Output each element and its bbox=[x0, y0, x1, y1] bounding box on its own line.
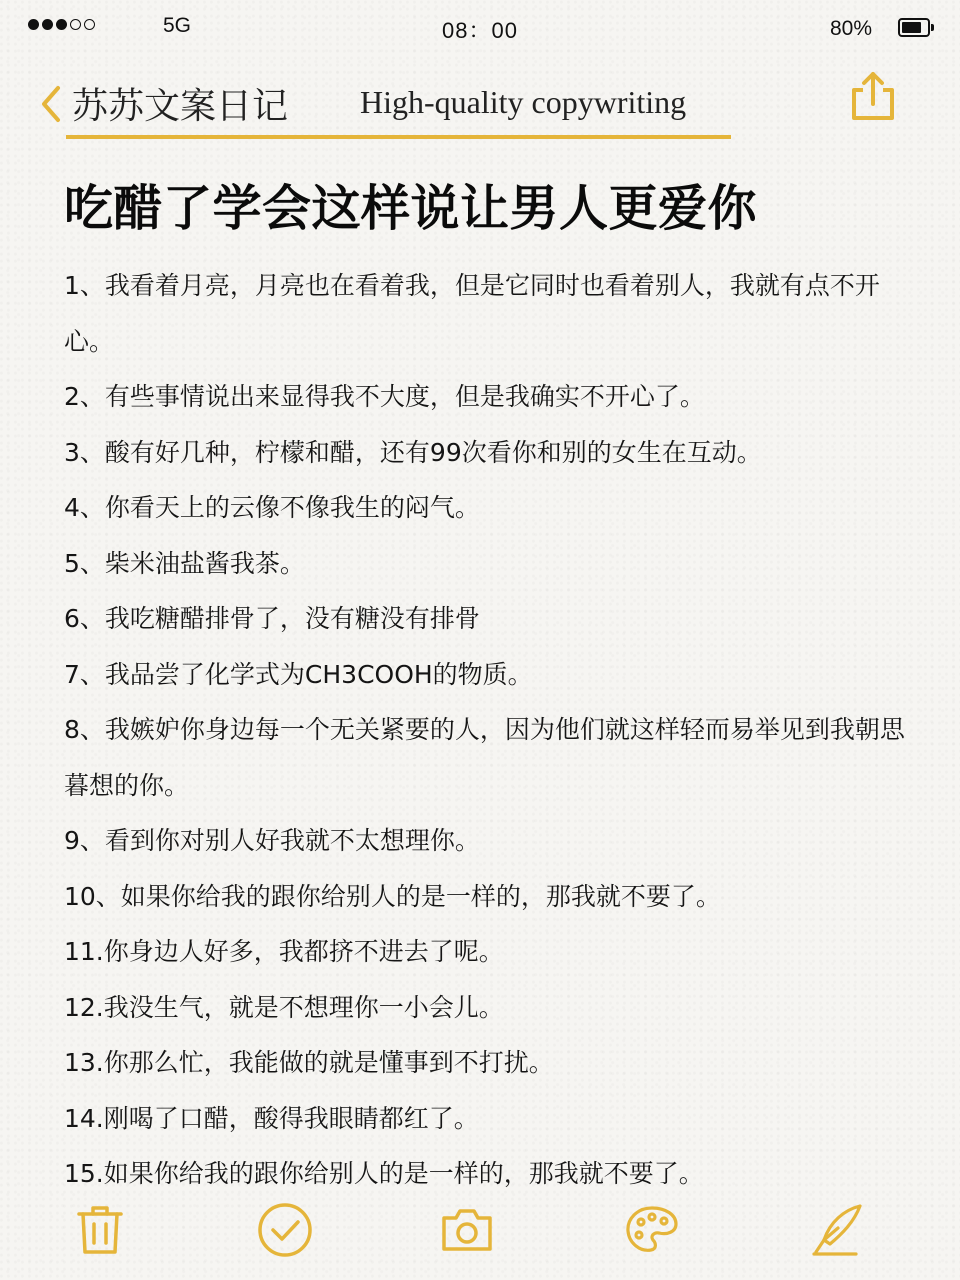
nav-bar bbox=[0, 70, 960, 140]
network-type: 5G bbox=[163, 14, 192, 37]
list-item: 9、看到你对别人好我就不太想理你。 bbox=[64, 826, 480, 855]
list-item: 13.你那么忙，我能做的就是懂事到不打扰。 bbox=[64, 1048, 554, 1077]
nav-title: 苏苏文案日记 bbox=[72, 86, 289, 127]
chevron-left-icon[interactable] bbox=[36, 82, 66, 126]
list-item: 10、如果你给我的跟你给别人的是一样的，那我就不要了。 bbox=[64, 881, 721, 911]
list-item: 12.我没生气，就是不想理你一小会儿。 bbox=[64, 992, 504, 1022]
bottom-toolbar bbox=[0, 1195, 960, 1265]
list-item: 15.如果你给我的跟你给别人的是一样的，那我就不要了。 bbox=[64, 1159, 704, 1188]
list-item: 4、你看天上的云像不像我生的闷气。 bbox=[64, 493, 480, 522]
status-bar bbox=[0, 0, 960, 56]
battery-percent: 80% bbox=[830, 17, 873, 40]
checkmark-circle-icon[interactable] bbox=[255, 1200, 315, 1260]
nav-subtitle: High-quality copywriting bbox=[360, 84, 687, 120]
accent-underline bbox=[66, 135, 731, 139]
list-item: 7、我品尝了化学式为CH3COOH的物质。 bbox=[64, 659, 533, 689]
battery-icon bbox=[898, 18, 930, 37]
battery-fill bbox=[902, 22, 921, 33]
list-item: 11.你身边人好多，我都挤不进去了呢。 bbox=[64, 937, 504, 966]
share-icon[interactable] bbox=[846, 70, 898, 122]
page-title: 吃醋了学会这样说让男人更爱你 bbox=[64, 180, 758, 237]
list-item: 8、我嫉妒你身边每一个无关紧要的人，因为他们就这样轻而易举见到我朝思暮想的你。 bbox=[64, 715, 905, 800]
palette-icon[interactable] bbox=[622, 1200, 682, 1260]
list-item: 6、我吃糖醋排骨了，没有糖没有排骨 bbox=[64, 604, 480, 633]
list-item: 5、柴米油盐酱我茶。 bbox=[64, 548, 305, 578]
trash-icon[interactable] bbox=[70, 1200, 130, 1260]
list-item: 3、酸有好几种，柠檬和醋，还有99次看你和别的女生在互动。 bbox=[64, 437, 762, 467]
content-list bbox=[64, 258, 910, 1202]
list-item: 2、有些事情说出来显得我不大度，但是我确实不开心了。 bbox=[64, 382, 705, 411]
list-item: 1、我看着月亮，月亮也在看着我，但是它同时也看着别人，我就有点不开心。 bbox=[64, 271, 880, 356]
battery-tip bbox=[931, 24, 934, 31]
pen-icon[interactable] bbox=[808, 1200, 868, 1260]
list-item: 14.刚喝了口醋，酸得我眼睛都红了。 bbox=[64, 1103, 479, 1133]
camera-icon[interactable] bbox=[437, 1200, 497, 1260]
clock: 08：00 bbox=[442, 18, 518, 43]
